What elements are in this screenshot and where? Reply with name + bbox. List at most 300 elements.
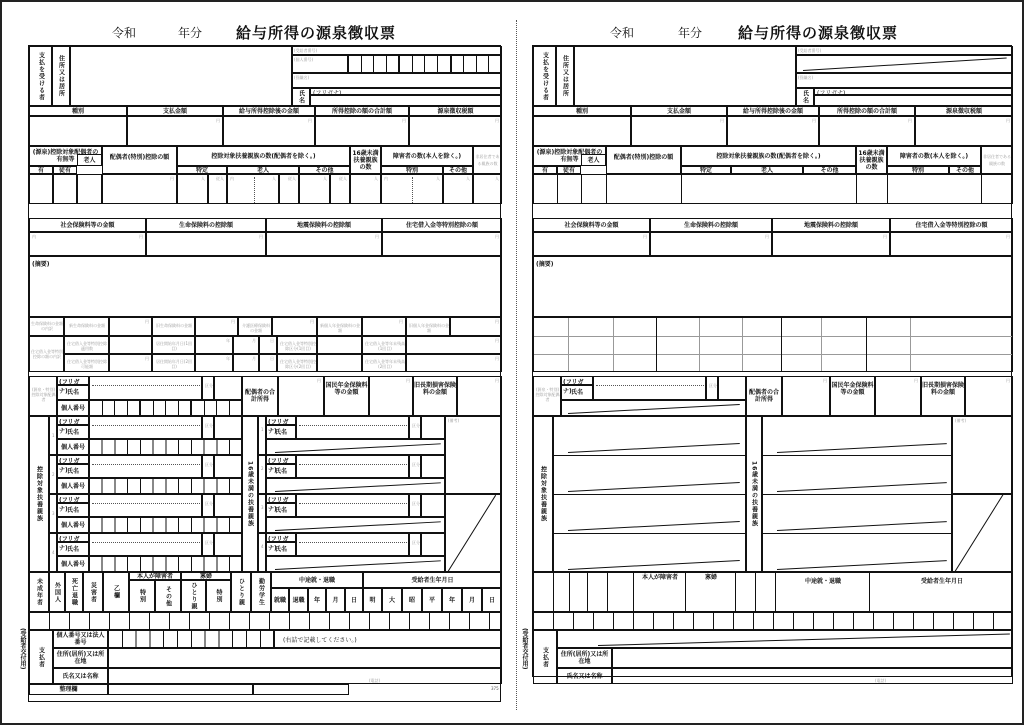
cohabit-unit: 従人	[339, 176, 347, 181]
spouse-number-boxes[interactable]	[89, 400, 242, 416]
yen-unit: 円	[495, 234, 499, 239]
payment-field[interactable]	[127, 116, 223, 146]
spouse-section-label: (源泉・特別)控除対象配偶者	[31, 387, 56, 402]
yen-unit: 円	[1006, 378, 1010, 383]
dependent-category-field[interactable]	[214, 416, 242, 439]
total-deduction-field[interactable]	[315, 116, 409, 146]
self-disabled-label: 本人が障害者	[641, 573, 678, 581]
form-cell	[49, 572, 65, 612]
national-pension-label: 国民年金保険料等の金額	[325, 382, 368, 396]
form-cell	[557, 668, 612, 684]
form-cell	[326, 588, 345, 612]
type-header-label: 種別	[71, 107, 84, 115]
form-cell	[409, 455, 421, 478]
payer-address-field[interactable]	[108, 648, 502, 668]
personal-number-label-cell	[292, 55, 348, 73]
recipient-number-field[interactable]	[292, 46, 502, 55]
furigana-label: (フリガナ)	[268, 419, 289, 435]
form-cell	[49, 416, 57, 455]
balance-1-header	[362, 336, 406, 354]
dependents-remarks-field[interactable]	[952, 416, 1013, 494]
dependent-category-field[interactable]	[214, 494, 242, 517]
form-cell	[57, 464, 89, 478]
form-cell	[181, 580, 206, 612]
old-long-term-field[interactable]	[457, 376, 502, 416]
form-cell	[29, 572, 49, 612]
withholding-field[interactable]	[409, 116, 502, 146]
spouse-yes-field[interactable]	[29, 174, 53, 204]
spouse-income-label: 配偶者の合計所得	[748, 389, 779, 403]
birth-month-label: 月	[468, 596, 475, 604]
row-number: 3	[261, 505, 264, 510]
housing-loan-field[interactable]	[890, 232, 1013, 256]
new-pension-field[interactable]	[362, 317, 406, 336]
self-disabled-special-label: 特別	[138, 589, 146, 603]
under16-section-header	[242, 416, 258, 572]
payee-name-field[interactable]	[814, 95, 1013, 106]
birth-date-label: 受給者生年月日	[920, 577, 963, 585]
minor-label: 未成年者	[35, 578, 43, 606]
new-life-label: 新生命保険料の金額	[69, 323, 105, 328]
payer-section-header	[29, 630, 53, 684]
move-in-2-header	[152, 354, 195, 372]
inner-label: 内	[32, 234, 36, 239]
housing-loan-header	[382, 218, 502, 232]
payment-header	[127, 106, 223, 116]
mid-year-label: 中途就・退職	[298, 576, 335, 584]
form-cell	[266, 503, 296, 517]
social-insurance-header	[29, 218, 146, 232]
position-label: (役職名)	[294, 75, 310, 80]
housing-eligible-field[interactable]	[109, 336, 152, 354]
dependent-number-boxes[interactable]	[89, 517, 242, 533]
form-code: 375	[491, 686, 499, 691]
form-cell	[681, 146, 856, 166]
yen-unit: 円	[812, 118, 816, 123]
recipient-number-label: (受給者番号)	[294, 48, 318, 53]
disabled-special-field[interactable]	[381, 174, 443, 204]
personal-number-label: (個人番号)	[294, 57, 314, 62]
total-deduction-header-label: 所得控除の額の合計額	[836, 107, 897, 115]
form-cell	[557, 648, 612, 668]
disabled-other-field[interactable]	[443, 174, 473, 204]
dependent-number-boxes[interactable]	[89, 556, 242, 572]
name-label: 氏名	[66, 545, 79, 553]
widow-label: 寡婦	[199, 572, 212, 580]
payer-name-field[interactable]	[108, 668, 502, 684]
name-label: 氏名	[274, 428, 287, 436]
life-breakdown-label: 生命保険料の金額の内訳	[31, 321, 63, 331]
form-cell	[746, 416, 762, 572]
personal-number-boxes[interactable]	[348, 55, 502, 73]
payer-number-note-cell	[274, 630, 502, 648]
under16-section-label: 16歳未満の扶養親族	[750, 460, 758, 528]
under16-count-field[interactable]	[350, 174, 381, 204]
after-deduction-header-label: 給与所得控除後の金額	[238, 107, 299, 115]
dependent-name-field[interactable]	[89, 416, 202, 439]
spouse-category-field[interactable]	[214, 376, 242, 400]
dependents-section-header	[29, 416, 49, 572]
number-label: 個人番号	[60, 443, 85, 451]
furigana-label: (フリガナ)	[268, 497, 289, 513]
dependents-remarks-label: (備考)	[448, 418, 460, 423]
form-cell	[129, 572, 181, 580]
cohabit-header	[53, 166, 77, 174]
housing-loan-field[interactable]	[382, 232, 502, 256]
payer-name-field[interactable]	[612, 668, 1013, 684]
form-cell	[363, 588, 382, 612]
under16-name-field[interactable]	[296, 494, 409, 517]
era-label: 令和	[610, 26, 635, 40]
mid-year-label: 中途就・退職	[804, 577, 841, 585]
total-deduction-field[interactable]	[819, 116, 915, 146]
spouse-name-field[interactable]	[89, 376, 202, 400]
dependent-number-boxes[interactable]	[89, 478, 242, 494]
dependent-name-field[interactable]	[89, 533, 202, 556]
after-deduction-field[interactable]	[223, 116, 315, 146]
spouse-category-label-cell	[202, 376, 214, 400]
form-cell	[772, 218, 890, 232]
move-in-1-label: 居住開始年月日(1回目)	[155, 341, 193, 351]
life-insurance-label: 生命保険料の控除額	[683, 221, 738, 229]
balance-2-field[interactable]	[406, 354, 502, 372]
yen-unit: 円	[145, 356, 149, 361]
after-deduction-header-label: 給与所得控除後の金額	[742, 107, 803, 115]
dependents-values-row[interactable]	[533, 174, 1013, 204]
form-cell	[271, 572, 363, 588]
form-cell	[921, 376, 965, 416]
balance-1-field[interactable]	[406, 336, 502, 354]
remarks-field[interactable]	[533, 256, 1013, 317]
payer-label: 支払者	[37, 646, 45, 668]
category-1-label: 住宅借入金等特別控除区分(1回目)	[280, 341, 316, 351]
category-label: 区分	[205, 540, 213, 545]
category-2-label: 住宅借入金等特別控除区分(2回目)	[280, 359, 316, 369]
housing-eligible-header	[64, 336, 109, 354]
under16-grid-struck[interactable]	[762, 416, 952, 572]
new-pension-label: 新個人年金保険料の金額	[320, 323, 360, 333]
clerk-field-1[interactable]	[108, 684, 253, 695]
birth-year-label: 年	[448, 596, 455, 604]
dependent-name-field[interactable]	[89, 494, 202, 517]
after-deduction-header	[223, 106, 315, 116]
type-field[interactable]	[29, 116, 127, 146]
national-pension-field[interactable]	[875, 376, 921, 416]
category-2-header	[277, 354, 317, 372]
month-unit: 月	[252, 356, 256, 361]
recipient-number-label: (受給者番号)	[798, 48, 822, 53]
form-cell	[533, 416, 553, 572]
furigana-label: (フリガナ)	[313, 90, 342, 97]
form-cell	[155, 580, 181, 612]
form-cell	[57, 542, 89, 556]
form-cell	[409, 494, 421, 517]
withholding-header-label: 源泉徴収税額	[945, 107, 982, 115]
move-in-2-year[interactable]	[195, 354, 233, 372]
payee-label: 支払を受ける者	[541, 51, 549, 101]
withholding-form	[28, 45, 501, 702]
housing-breakdown-label: 住宅借入金等特別控除の額の内訳	[31, 349, 63, 359]
otsu-label: 乙欄	[112, 585, 120, 599]
old-age-header	[77, 154, 102, 166]
spouse-flag-label: (源泉)控除対象配偶者の有無等	[536, 149, 603, 163]
payee-name-field[interactable]	[310, 95, 502, 106]
move-in-1-month[interactable]	[233, 336, 259, 354]
mid-year-month-label: 月	[332, 596, 339, 604]
birth-date-label: 受給者生年月日	[411, 576, 454, 584]
under16-category-field[interactable]	[421, 494, 445, 517]
life-insurance-field[interactable]	[650, 232, 772, 256]
payer-number-label-cell	[53, 630, 108, 648]
move-in-1-year[interactable]	[195, 336, 233, 354]
payer-number-struck	[557, 630, 1013, 648]
social-insurance-label: 社会保険料等の金額	[564, 221, 619, 229]
under16-name-field[interactable]	[296, 416, 409, 439]
yen-unit: 円	[1006, 234, 1010, 239]
name-label: 氏名	[274, 467, 287, 475]
category-2-field[interactable]	[317, 354, 362, 372]
day-unit: 日	[270, 338, 274, 343]
move-in-1-header	[152, 336, 195, 354]
old-age-label: 老人	[587, 156, 600, 164]
nonresident-field[interactable]	[473, 174, 502, 204]
form-cell	[345, 588, 363, 612]
row-number: 2	[52, 472, 55, 477]
spouse-name-field[interactable]	[593, 376, 706, 400]
address-field[interactable]	[574, 46, 796, 106]
category-label: 区分	[412, 423, 420, 428]
disabled-other-label: その他	[448, 166, 467, 174]
day-unit: 日	[270, 356, 274, 361]
new-pension-header	[317, 317, 362, 336]
form-cell	[557, 166, 581, 174]
under16-category-field[interactable]	[421, 416, 445, 439]
total-deduction-header	[315, 106, 409, 116]
widow-label: 寡婦	[704, 573, 717, 581]
name-label: 氏名	[66, 506, 79, 514]
form-cell	[206, 580, 231, 612]
new-life-header	[64, 317, 109, 336]
row-number: 4	[261, 544, 264, 549]
remarks-field[interactable]	[29, 256, 502, 317]
yes-label: 有	[541, 166, 548, 174]
withholding-field[interactable]	[915, 116, 1013, 146]
life-insurance-label: 生命保険料の控除額	[178, 221, 233, 229]
spouse-cohabit-field[interactable]	[53, 174, 77, 204]
payer-number-boxes[interactable]	[108, 630, 274, 648]
form-cell	[363, 572, 502, 588]
old-life-field[interactable]	[195, 317, 238, 336]
form-cell	[202, 416, 214, 439]
address-field[interactable]	[70, 46, 292, 106]
nonresident-header	[473, 146, 502, 174]
hire-label: 就職	[273, 596, 286, 604]
life-insurance-field[interactable]	[146, 232, 266, 256]
number-label: 個人番号	[60, 482, 85, 490]
form-cell	[731, 166, 803, 174]
furigana-field[interactable]	[310, 88, 502, 95]
furigana-field[interactable]	[814, 88, 1013, 95]
elderly-label: 老人	[760, 166, 773, 174]
social-insurance-field[interactable]	[29, 232, 146, 256]
form-cell	[556, 46, 574, 106]
spouse-name-label: 氏名	[570, 389, 583, 396]
form-cell	[202, 494, 214, 517]
move-in-2-month[interactable]	[233, 354, 259, 372]
form-cell	[681, 166, 731, 174]
balance-1-label: 住宅借入金等年末残高(1回目)	[365, 341, 405, 351]
form-cell	[57, 425, 89, 439]
housing-loan-label: 住宅借入金等特別控除の額	[915, 221, 988, 229]
status-values-row[interactable]	[533, 612, 1013, 630]
form-cell	[915, 106, 1013, 116]
other-label: その他	[315, 166, 334, 174]
status-header-row	[533, 572, 1013, 612]
inner-label: 内	[384, 176, 388, 181]
move-in-1-day[interactable]	[259, 336, 277, 354]
yen-unit: 円	[145, 319, 149, 324]
other-cohabit-field[interactable]	[330, 174, 350, 204]
form-cell	[482, 588, 502, 612]
form-cell	[409, 416, 421, 439]
form-cell	[57, 517, 89, 533]
under16-name-field[interactable]	[296, 533, 409, 556]
dependents-grid-struck[interactable]	[553, 416, 746, 572]
form-cell	[533, 46, 556, 106]
cohabit-label: 従有	[58, 166, 71, 174]
payment-field[interactable]	[631, 116, 727, 146]
furigana-label: (フリガナ)	[268, 536, 289, 552]
new-life-field[interactable]	[109, 317, 152, 336]
dependents-section-label: 控除対象扶養親族	[35, 466, 43, 522]
form-cell	[409, 533, 421, 556]
old-long-term-field[interactable]	[965, 376, 1013, 416]
spouse-income-label: 配偶者の合計所得	[244, 389, 275, 403]
under16-category-field[interactable]	[421, 455, 445, 478]
form-cell	[533, 106, 631, 116]
person-unit: 人	[374, 176, 378, 181]
dependent-category-field[interactable]	[214, 455, 242, 478]
spouse-furigana-label: (フリガナ)	[563, 379, 584, 395]
under16-struck-cell	[266, 517, 445, 533]
spouse-deduction-field[interactable]	[102, 174, 177, 204]
payer-number-label: 個人番号又は法人番号	[56, 632, 105, 646]
old-pension-header	[406, 317, 450, 336]
spouse-deduction-label: 配偶者(特別)控除の額	[613, 153, 674, 161]
clerk-field-2[interactable]	[253, 684, 349, 695]
form-cell	[65, 572, 83, 612]
form-cell	[57, 478, 89, 494]
earthquake-insurance-field[interactable]	[772, 232, 890, 256]
earthquake-insurance-field[interactable]	[266, 232, 382, 256]
specific-count-field[interactable]	[177, 174, 208, 204]
yen-unit: 円	[308, 118, 312, 123]
row-number: 2	[261, 466, 264, 471]
form-cell	[266, 464, 296, 478]
other-count-field[interactable]	[299, 174, 330, 204]
elderly-count-field[interactable]	[227, 174, 279, 204]
furigana-label: (フリガナ)	[59, 458, 80, 474]
status-values-row[interactable]	[29, 612, 502, 630]
yen-unit: 円	[317, 378, 321, 383]
person-unit: 人	[495, 176, 499, 181]
form-cell	[402, 588, 422, 612]
yen-unit: 円	[720, 118, 724, 123]
form-cell	[202, 455, 214, 478]
yen-unit: 円	[1006, 118, 1010, 123]
yen-unit: 円	[310, 319, 314, 324]
spouse-category-field[interactable]	[718, 376, 746, 400]
personal-number-struck	[796, 55, 1013, 73]
housing-possible-field[interactable]	[109, 354, 152, 372]
dependents-struck-cell	[445, 494, 502, 572]
form-cell	[856, 146, 887, 174]
elderly-cohabit-field[interactable]	[279, 174, 299, 204]
under16-category-field[interactable]	[421, 533, 445, 556]
details-grid[interactable]	[533, 317, 1013, 372]
form-cell	[981, 146, 1013, 174]
life-breakdown-header	[29, 317, 64, 336]
move-in-2-label: 居住開始年月日(2回目)	[155, 359, 193, 369]
spouse-income-field[interactable]	[278, 376, 324, 416]
category-label: 区分	[205, 423, 213, 428]
national-pension-field[interactable]	[369, 376, 413, 416]
type-field[interactable]	[533, 116, 631, 146]
form-cell	[887, 146, 981, 166]
dependents-remarks-field[interactable]	[445, 416, 502, 494]
form-cell	[533, 166, 557, 174]
category-1-field[interactable]	[317, 336, 362, 354]
form-cell	[796, 88, 814, 106]
social-insurance-field[interactable]	[533, 232, 650, 256]
self-disabled-label: 本人が障害者	[136, 572, 173, 580]
form-cell	[231, 572, 251, 612]
month-unit: 月	[252, 338, 256, 343]
form-cell	[49, 533, 57, 572]
yen-unit: 円	[402, 118, 406, 123]
recipient-number-field[interactable]	[796, 46, 1013, 55]
row-number: 3	[52, 511, 55, 516]
spouse-income-field[interactable]	[782, 376, 830, 416]
form-cell	[606, 146, 681, 174]
clerk-label: 整理欄	[59, 686, 78, 693]
after-deduction-field[interactable]	[727, 116, 819, 146]
dependents-section-label: 控除対象扶養親族	[539, 466, 547, 522]
name-label: 氏名	[66, 428, 79, 436]
old-age-field[interactable]	[77, 174, 102, 204]
number-label: 個人番号	[60, 521, 85, 529]
care-field[interactable]	[272, 317, 317, 336]
yen-unit: 円	[495, 356, 499, 361]
old-long-term-label: 旧長期損害保険料の金額	[922, 382, 965, 396]
category-label: 区分	[205, 462, 213, 467]
old-life-label: 旧生命保険料の金額	[156, 323, 192, 328]
year-unit: 年	[226, 338, 230, 343]
under16-name-field[interactable]	[296, 455, 409, 478]
specific-cohabit-field[interactable]	[208, 174, 227, 204]
position-field[interactable]	[292, 73, 502, 88]
remarks-label: (摘要)	[32, 261, 50, 268]
dependent-category-field[interactable]	[214, 533, 242, 556]
position-field[interactable]	[796, 73, 1013, 88]
move-in-2-day[interactable]	[259, 354, 277, 372]
form-cell	[631, 106, 727, 116]
dependent-number-boxes[interactable]	[89, 439, 242, 455]
dependent-name-field[interactable]	[89, 455, 202, 478]
old-pension-field[interactable]	[450, 317, 502, 336]
furigana-label: (フリガナ)	[817, 90, 846, 97]
payer-address-field[interactable]	[612, 648, 1013, 668]
